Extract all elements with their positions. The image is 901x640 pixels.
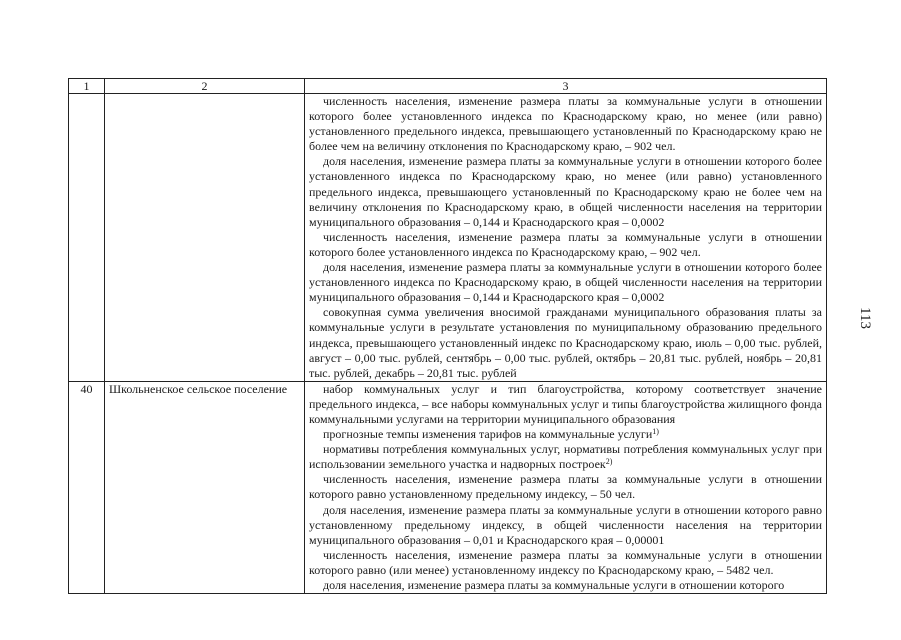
indicator-paragraph-text: нормативы потребления коммунальных услуг, нормативы потребления коммунальных услуг при использовании земельного участка и надворных построек — [309, 442, 822, 472]
indicator-paragraph — [309, 427, 822, 442]
table-row — [69, 94, 827, 382]
indicator-paragraph: численность населения, изменение размера платы за коммунальные услуги в отношении которого равно (или менее) установленному индексу по Краснодарскому краю, – 5482 чел. — [309, 547, 822, 577]
indicator-paragraph-text: прогнозные темпы изменения тарифов на коммунальные услуги — [323, 427, 653, 442]
page-number: 113 — [857, 307, 873, 329]
footnote-mark: 2) — [605, 457, 613, 467]
indicator-paragraph: доля населения, изменение размера платы за коммунальные услуги в отношении которого более установленного индекса по Краснодарскому краю, но менее (или равно) установленного предельного индекса, превышающего установленный по Краснодарскому краю не более чем на величину отклонения по Краснодарскому краю, в общей численности населения на территории муниципального образования – 0,144 и Краснодарского края – 0,0002 — [309, 154, 822, 229]
indicator-paragraph: набор коммунальных услуг и тип благоустройства, которому соответствует значение предельного индекса, – все наборы коммунальных услуг и типы благоустройства жилищного фонда коммунальными услугами на территории муниципального образования — [309, 381, 822, 426]
column-header-3: 3 — [305, 79, 827, 94]
indicator-paragraph: доля населения, изменение размера платы за коммунальные услуги в отношении которого — [323, 578, 785, 592]
row-number: 40 — [69, 381, 105, 593]
indicator-paragraph: численность населения, изменение размера платы за коммунальные услуги в отношении которого равно установленному предельному индексу, – 50 чел. — [309, 472, 822, 502]
footnote-mark: 1) — [652, 427, 659, 437]
table-header-row — [69, 79, 827, 94]
table-row — [69, 381, 827, 593]
column-header-2: 2 — [105, 79, 305, 94]
column-header-1: 1 — [69, 79, 105, 94]
indicator-text — [305, 94, 827, 382]
indicator-paragraph: численность населения, изменение размера платы за коммунальные услуги в отношении которого более установленного индекса по Краснодарскому краю, – 902 чел. — [309, 229, 822, 259]
document-table — [68, 78, 827, 594]
municipality-name — [105, 94, 305, 382]
indicator-paragraph — [309, 442, 822, 472]
municipality-name: Школьненское сельское поселение — [105, 381, 305, 593]
indicator-paragraph: доля населения, изменение размера платы за коммунальные услуги в отношении которого более установленного индекса по Краснодарскому краю, в общей численности населения на территории муниципального образования – 0,144 и Краснодарского края – 0,0002 — [309, 260, 822, 305]
indicator-paragraph: доля населения, изменение размера платы за коммунальные услуги в отношении которого равно установленному предельному индексу, в общей численности населения на территории муниципального образования – 0,01 и Краснодарского края – 0,00001 — [309, 502, 822, 547]
indicator-paragraph: совокупная сумма увеличения вносимой гражданами муниципального образования платы за коммунальные услуги в результате установления по муниципальному образованию предельного индекса, превышающего установленный индекс по Краснодарскому краю, июль – 0,00 тыс. рублей, август – 0,00 тыс. рублей, сентябрь – 0,00 тыс. рублей, октябрь – 20,81 тыс. рублей, ноябрь – 20,81 тыс. рублей, декабрь – 20,81 тыс. рублей — [309, 305, 822, 380]
row-number — [69, 94, 105, 382]
indicator-paragraph: численность населения, изменение размера платы за коммунальные услуги в отношении которого более установленного индекса по Краснодарскому краю, но менее (или равно) установленного предельного индекса, превышающего установленный по Краснодарскому краю не более чем на величину отклонения по Краснодарскому краю, – 902 чел. — [309, 94, 822, 154]
indicator-text — [305, 381, 827, 593]
